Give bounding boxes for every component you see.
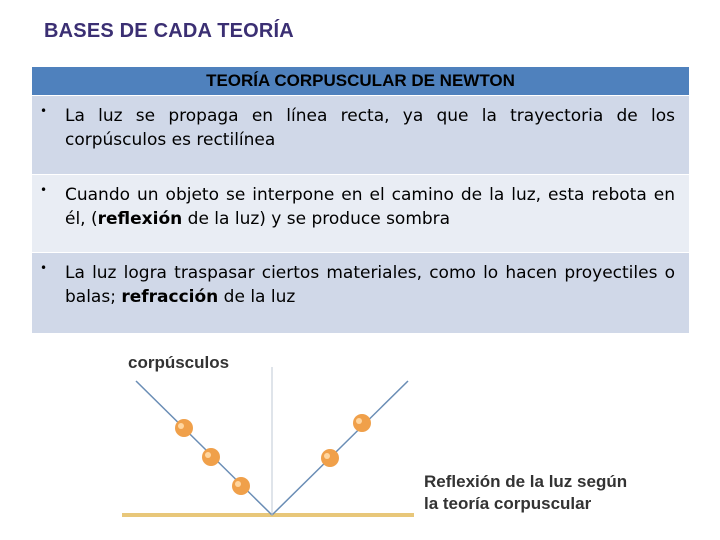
particle-highlight bbox=[205, 452, 211, 458]
figure-caption bbox=[424, 471, 704, 515]
bullet-icon: • bbox=[40, 261, 48, 275]
table-header: TEORÍA CORPUSCULAR DE NEWTON bbox=[32, 67, 689, 95]
reflecting-surface bbox=[122, 513, 414, 517]
figure-label: corpúsculos bbox=[128, 353, 230, 372]
row-text-part: de la luz bbox=[218, 287, 296, 307]
figure-background bbox=[122, 347, 414, 523]
particle-highlight bbox=[235, 481, 241, 487]
label-mask bbox=[176, 391, 258, 407]
corpuscle-particle bbox=[202, 448, 220, 466]
table-row bbox=[32, 174, 689, 252]
row-text bbox=[65, 183, 675, 231]
slide-title: BASES DE CADA TEORÍA bbox=[44, 20, 294, 42]
table-row bbox=[32, 95, 689, 174]
reflection-diagram bbox=[122, 347, 414, 523]
reflection-figure bbox=[122, 347, 414, 523]
particle-highlight bbox=[356, 418, 362, 424]
bullet-icon: • bbox=[40, 183, 48, 197]
caption-line: la teoría corpuscular bbox=[424, 494, 592, 513]
row-text-emphasis: refracción bbox=[121, 287, 219, 307]
particle-highlight bbox=[178, 423, 184, 429]
bullet-icon: • bbox=[40, 104, 48, 118]
row-text-part: La luz logra traspasar ciertos materiales, como lo hacen proyectiles o balas; bbox=[65, 263, 675, 307]
row-text-part: La luz se propaga en línea recta, ya que la trayectoria de los corpúsculos es rectilínea bbox=[65, 106, 675, 150]
row-text bbox=[65, 104, 675, 152]
particle-highlight bbox=[324, 453, 330, 459]
row-text bbox=[65, 261, 675, 309]
table-row bbox=[32, 252, 689, 333]
row-text-part: de la luz) y se produce sombra bbox=[182, 209, 451, 229]
corpuscle-particle bbox=[353, 414, 371, 432]
corpuscle-particle bbox=[232, 477, 250, 495]
row-text-part: Cuando un objeto se interpone en el camino de la luz, esta rebota en él, ( bbox=[65, 185, 675, 229]
corpuscle-particle bbox=[175, 419, 193, 437]
theory-table bbox=[32, 67, 689, 333]
corpuscle-particle bbox=[321, 449, 339, 467]
caption-line: Reflexión de la luz según bbox=[424, 472, 628, 491]
row-text-emphasis: reflexión bbox=[97, 209, 183, 229]
